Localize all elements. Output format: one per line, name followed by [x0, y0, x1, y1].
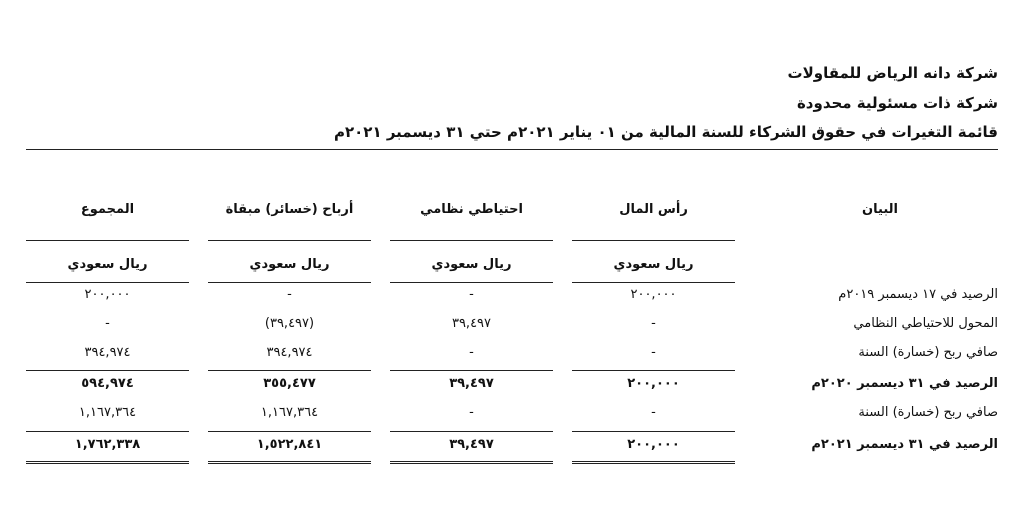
double-underline-capital [572, 461, 735, 464]
col-header-capital: رأس المال [619, 202, 688, 217]
row-total: ٢٠٠,٠٠٠ [84, 287, 131, 302]
row-reserve: ٣٩,٤٩٧ [451, 316, 492, 331]
double-underline-retained [208, 461, 371, 464]
row-total: ١,٧٦٢,٣٣٨ [74, 437, 141, 452]
row-label: صافي ربح (خسارة) السنة [858, 345, 998, 360]
row-retained: ١,٥٢٢,٨٤١ [256, 437, 323, 452]
row-capital: ٢٠٠,٠٠٠ [630, 287, 677, 302]
row-label: المحول للاحتياطي النظامي [853, 316, 998, 331]
total-rule-total [26, 431, 189, 432]
row-retained: ٣٩٤,٩٧٤ [266, 345, 313, 360]
row-capital: - [651, 405, 656, 420]
col-header-total: المجموع [80, 202, 135, 217]
row-reserve: - [469, 405, 474, 420]
header-divider [26, 149, 998, 150]
col-header-reserve: احتياطي نظامي [420, 202, 523, 217]
row-retained: ١,١٦٧,٣٦٤ [260, 405, 319, 420]
statement-title: قائمة التغيرات في حقوق الشركاء للسنة المالية من ٠١ يناير ٢٠٢١م حتي ٣١ ديسمبر ٢٠٢١م [334, 123, 998, 141]
company-name: شركة دانه الرياض للمقاولات [787, 64, 998, 82]
row-reserve: - [469, 287, 474, 302]
currency-rule-total [26, 282, 189, 283]
row-capital: - [651, 345, 656, 360]
row-total: - [105, 316, 110, 331]
currency-rule-retained [208, 282, 371, 283]
col-header-retained: أرباح (خسائر) مبقاة [225, 202, 354, 217]
row-label: صافي ربح (خسارة) السنة [858, 405, 998, 420]
double-underline-total [26, 461, 189, 464]
row-reserve: ٣٩,٤٩٧ [449, 437, 494, 452]
row-capital: ٢٠٠,٠٠٠ [627, 437, 680, 452]
total-rule-retained [208, 431, 371, 432]
header-rule-retained [208, 240, 371, 241]
currency-rule-capital [572, 282, 735, 283]
row-total: ١,١٦٧,٣٦٤ [78, 405, 137, 420]
total-rule-reserve [390, 431, 553, 432]
row-reserve: - [469, 345, 474, 360]
subtotal-rule-retained [208, 370, 371, 371]
col-header-description: البيان [862, 202, 898, 217]
row-retained: - [287, 287, 292, 302]
currency-total: ريال سعودي [67, 257, 148, 272]
currency-rule-reserve [390, 282, 553, 283]
row-total: ٣٩٤,٩٧٤ [84, 345, 131, 360]
row-total: ٥٩٤,٩٧٤ [81, 376, 134, 391]
header-rule-capital [572, 240, 735, 241]
currency-capital: ريال سعودي [613, 257, 694, 272]
row-retained: (٣٩,٤٩٧) [264, 316, 315, 331]
subtotal-rule-capital [572, 370, 735, 371]
company-type: شركة ذات مسئولية محدودة [796, 94, 998, 112]
currency-reserve: ريال سعودي [431, 257, 512, 272]
total-rule-capital [572, 431, 735, 432]
row-label: الرصيد في ٣١ ديسمبر ٢٠٢١م [811, 437, 998, 452]
row-label: الرصيد في ١٧ ديسمبر ٢٠١٩م [838, 287, 998, 302]
subtotal-rule-total [26, 370, 189, 371]
header-rule-reserve [390, 240, 553, 241]
row-label: الرصيد في ٣١ ديسمبر ٢٠٢٠م [811, 376, 998, 391]
row-capital: ٢٠٠,٠٠٠ [627, 376, 680, 391]
row-capital: - [651, 316, 656, 331]
row-retained: ٣٥٥,٤٧٧ [263, 376, 316, 391]
subtotal-rule-reserve [390, 370, 553, 371]
double-underline-reserve [390, 461, 553, 464]
currency-retained: ريال سعودي [249, 257, 330, 272]
header-rule-total [26, 240, 189, 241]
row-reserve: ٣٩,٤٩٧ [449, 376, 494, 391]
